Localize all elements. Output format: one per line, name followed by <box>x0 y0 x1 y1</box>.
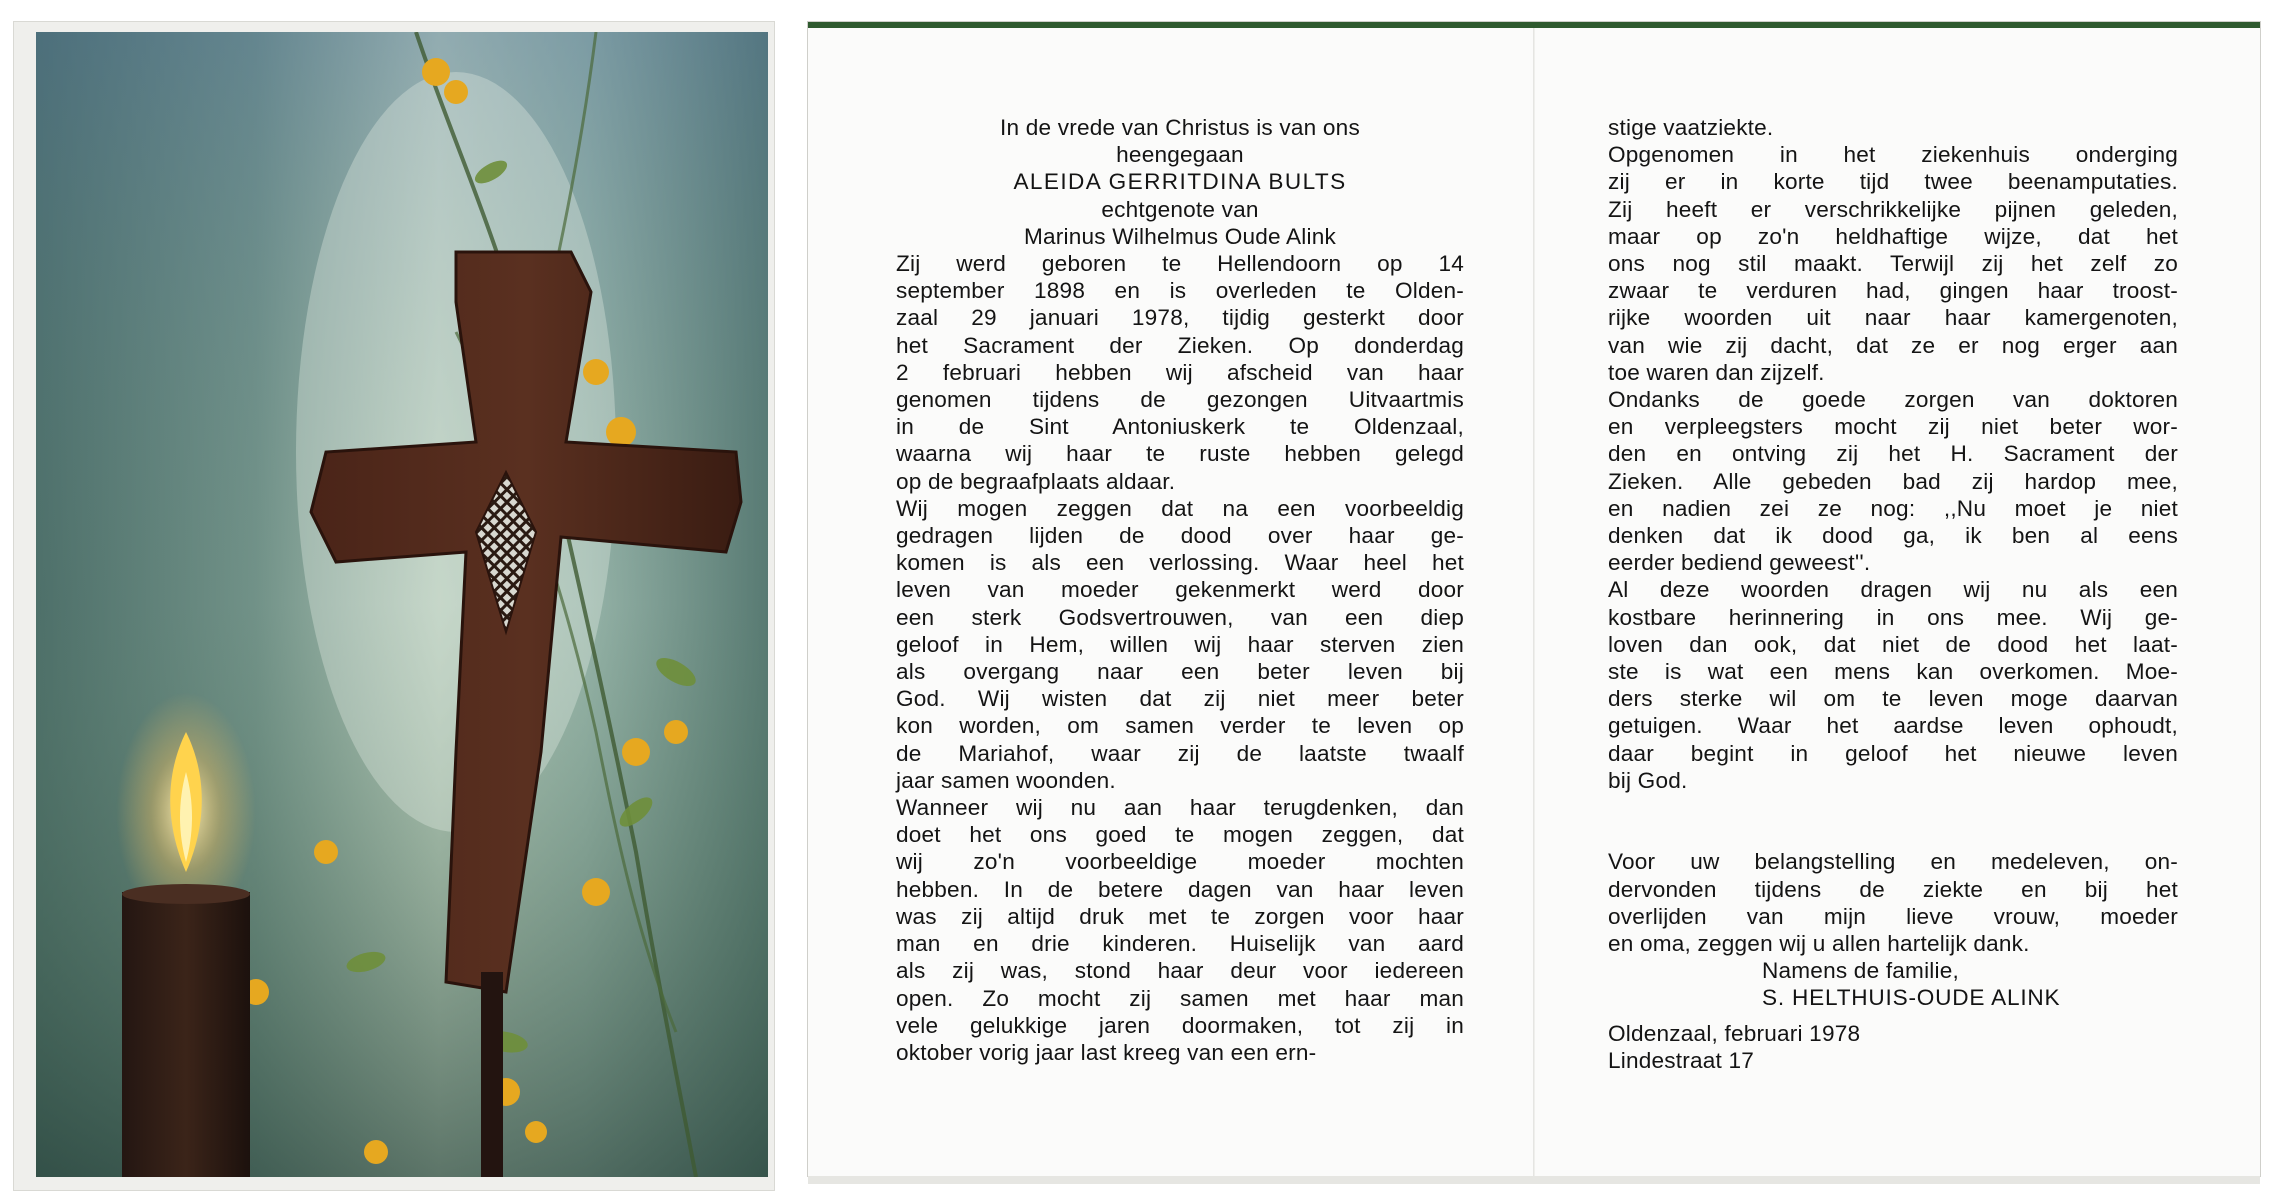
left-body-line: als zij was, stond haar deur voor iedereen <box>896 958 1464 984</box>
intro-line-1: In de vrede van Christus is van ons <box>1000 115 1360 140</box>
spacer <box>1608 821 2178 848</box>
left-body-line: man en drie kinderen. Huiselijk van aard <box>896 931 1464 957</box>
spacer <box>1608 1012 2178 1020</box>
left-body-line: als overgang naar een beter leven bij <box>896 659 1464 685</box>
right-text-column <box>1608 114 2178 1074</box>
right-body-line: bij God. <box>1608 767 1688 793</box>
cross-and-candle-photo <box>36 32 768 1177</box>
left-body-line: een sterk Godsvertrouwen, van een diep <box>896 604 1464 630</box>
fold-line <box>1533 28 1535 1176</box>
left-body-line: in de Sint Antoniuskerk te Oldenzaal, <box>896 414 1464 440</box>
left-body-line: jaar samen woonden. <box>896 767 1116 793</box>
spouse-intro: echtgenote van <box>1101 196 1259 222</box>
left-body-line: komen is als een verlossing. Waar heel het <box>896 550 1464 576</box>
right-body-line: daar begint in geloof het nieuwe leven <box>1608 740 2178 766</box>
left-body-line: waarna wij haar te ruste hebben gelegd <box>896 441 1464 467</box>
left-body-line: op de begraafplaats aldaar. <box>896 468 1176 494</box>
deceased-name: ALEIDA GERRITDINA BULTS <box>1013 169 1347 195</box>
left-body-line: Wanneer wij nu aan haar terugdenken, dan <box>896 795 1464 821</box>
left-body-line: geloof in Hem, willen wij haar sterven zien <box>896 631 1464 657</box>
right-body-line: denken dat ik dood ga, ik ben al eens <box>1608 523 2178 549</box>
right-body-line: getuigen. Waar het aardse leven ophoudt, <box>1608 713 2178 739</box>
left-body-line: oktober vorig jaar last kreeg van een ern- <box>896 1039 1317 1065</box>
left-body-line: zaal 29 januari 1978, tijdig gesterkt door <box>896 305 1464 331</box>
address: Lindestraat 17 <box>1608 1047 1754 1073</box>
right-body-line: stige vaatziekte. <box>1608 115 1774 140</box>
left-body-line: Zij werd geboren te Hellendoorn op 14 <box>896 251 1464 277</box>
right-body-line: en verpleegsters mocht zij niet beter wor- <box>1608 414 2178 440</box>
left-body-line: wij zo'n voorbeeldige moeder mochten <box>896 849 1464 875</box>
left-body-line: open. Zo mocht zij samen met haar man <box>896 985 1464 1011</box>
right-body-line: Al deze woorden dragen wij nu als een <box>1608 577 2178 603</box>
right-body-line: toe waren dan zijzelf. <box>1608 359 1825 385</box>
thanks-line: overlijden van mijn lieve vrouw, moeder <box>1608 903 2178 929</box>
left-body-line: hebben. In de betere dagen van haar leven <box>896 876 1464 902</box>
left-body-line: het Sacrament der Zieken. Op donderdag <box>896 332 1464 358</box>
left-body-line: 2 februari hebben wij afscheid van haar <box>896 359 1464 385</box>
left-body-line: Wij mogen zeggen dat na een voorbeeldig <box>896 495 1464 521</box>
left-body-text <box>896 250 1464 1066</box>
left-body-line: kon worden, om samen verder te leven op <box>896 713 1464 739</box>
thanks-text <box>1608 848 2178 957</box>
intro-line-2: heengegaan <box>1116 142 1244 168</box>
right-body-line: Zij heeft er verschrikkelijke pijnen geleden, <box>1608 196 2178 222</box>
right-body-line: en nadien zei ze nog: ,,Nu moet je niet <box>1608 495 2178 521</box>
left-body-line: doet het ons goed te mogen zeggen, dat <box>896 822 1464 848</box>
right-body-line: loven dan ook, dat niet de dood het laat- <box>1608 631 2178 657</box>
closing-line: Namens de familie, <box>1762 958 1959 984</box>
left-body-line: leven van moeder gekenmerkt werd door <box>896 577 1464 603</box>
photo-illustration <box>36 32 768 1177</box>
thanks-line: en oma, zeggen wij u allen hartelijk dank. <box>1608 931 2030 957</box>
spacer <box>1608 794 2178 821</box>
right-body-line: rijke woorden uit naar haar kamergenoten, <box>1608 305 2178 331</box>
left-body-line: was zij altijd druk met te zorgen voor haar <box>896 903 1464 929</box>
right-body-line: maar op zo'n heldhaftige wijze, dat het <box>1608 223 2178 249</box>
right-body-line: den en ontving zij het H. Sacrament der <box>1608 441 2178 467</box>
left-body-line: de Mariahof, waar zij de laatste twaalf <box>896 740 1464 766</box>
photo-card <box>14 22 774 1190</box>
left-body-line: God. Wij wisten dat zij niet meer beter <box>896 686 1464 712</box>
right-body-line: Zieken. Alle gebeden bad zij hardop mee, <box>1608 468 2178 494</box>
text-card <box>808 22 2260 1176</box>
right-body-line: ste is wat een mens kan overkomen. Moe- <box>1608 659 2178 685</box>
place-date: Oldenzaal, februari 1978 <box>1608 1020 1861 1046</box>
left-text-column <box>896 114 1464 1066</box>
right-body-line: zwaar te verduren had, gingen haar troost- <box>1608 278 2178 304</box>
spouse-name: Marinus Wilhelmus Oude Alink <box>1024 223 1336 249</box>
right-body-line: eerder bediend geweest''. <box>1608 550 1871 576</box>
right-body-line: van wie zij dacht, dat ze er nog erger aan <box>1608 332 2178 358</box>
right-body-line: Opgenomen in het ziekenhuis onderging <box>1608 142 2178 168</box>
signer-name: S. HELTHUIS-OUDE ALINK <box>1762 985 2061 1011</box>
right-body-line: ders sterke wil om te leven moge daarvan <box>1608 686 2178 712</box>
left-body-line: gedragen lijden de dood over haar ge- <box>896 523 1464 549</box>
right-body-line: ons nog stil maakt. Terwijl zij het zelf zo <box>1608 251 2178 277</box>
left-body-line: vele gelukkige jaren doormaken, tot zij in <box>896 1012 1464 1038</box>
left-body-line: genomen tijdens de gezongen Uitvaartmis <box>896 387 1464 413</box>
right-body-line: kostbare herinnering in ons mee. Wij ge- <box>1608 604 2178 630</box>
right-body-line: Ondanks de goede zorgen van doktoren <box>1608 387 2178 413</box>
card-bottom-edge <box>808 1176 2260 1184</box>
left-body-line: september 1898 en is overleden te Olden- <box>896 278 1464 304</box>
thanks-line: dervonden tijdens de ziekte en bij het <box>1608 876 2178 902</box>
thanks-line: Voor uw belangstelling en medeleven, on- <box>1608 849 2178 875</box>
right-body-line: zij er in korte tijd twee beenamputaties. <box>1608 169 2178 195</box>
right-body-text <box>1608 114 2178 794</box>
